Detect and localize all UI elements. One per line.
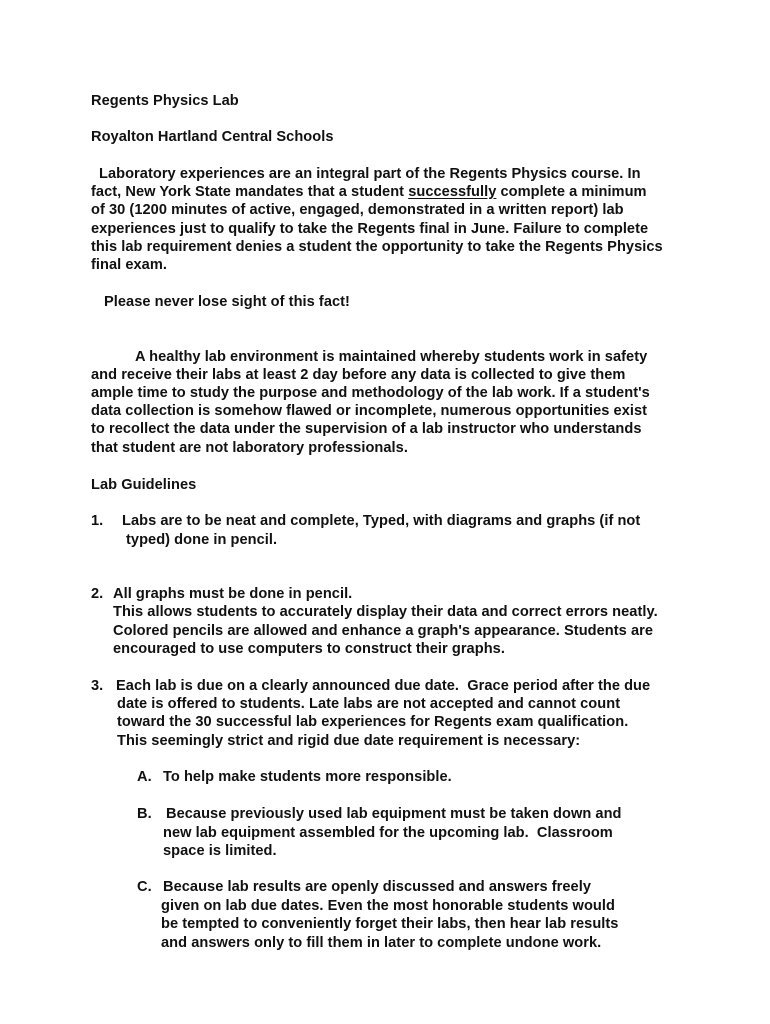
guideline-line: toward the 30 successful lab experiences for Regents exam qualification. [117, 714, 629, 730]
list-number: 1. [91, 513, 104, 529]
intro-line: Laboratory experiences are an integral part of the Regents Physics course. In [99, 166, 641, 182]
guideline-line: typed) done in pencil. [126, 532, 278, 548]
environment-line: and receive their labs at least 2 day before any data is collected to give them [91, 367, 626, 383]
reason-line: To help make students more responsible. [163, 769, 452, 785]
reason-line: Because lab results are openly discussed and answers freely [163, 879, 591, 895]
emphasis-line: Please never lose sight of this fact! [104, 294, 350, 310]
guideline-line: Labs are to be neat and complete, Typed, with diagrams and graphs (if not [122, 513, 641, 529]
list-number: 3. [91, 678, 104, 694]
environment-line: that student are not laboratory professionals. [91, 440, 408, 456]
guideline-line: encouraged to use computers to construct their graphs. [113, 641, 505, 657]
list-letter: A. [137, 769, 152, 785]
underlined-word: successfully [408, 184, 497, 200]
guideline-line: This seemingly strict and rigid due date requirement is necessary: [117, 733, 581, 749]
reason-line: given on lab due dates. Even the most honorable students would [161, 898, 615, 914]
list-letter: B. [137, 806, 152, 822]
reason-line: space is limited. [163, 843, 277, 859]
intro-text: fact, New York State mandates that a student [91, 184, 409, 200]
environment-line: ample time to study the purpose and methodology of the lab work. If a student's [91, 385, 650, 401]
reason-line: be tempted to conveniently forget their labs, then hear lab results [161, 916, 619, 932]
guideline-line: Each lab is due on a clearly announced due date. Grace period after the due [116, 678, 651, 694]
environment-line: to recollect the data under the supervision of a lab instructor who understands [91, 421, 642, 437]
intro-text: complete a minimum [496, 184, 647, 200]
intro-line [91, 183, 647, 201]
list-number: 2. [91, 586, 104, 602]
intro-line: of 30 (1200 minutes of active, engaged, demonstrated in a written report) lab [91, 202, 624, 218]
school-name: Royalton Hartland Central Schools [91, 129, 334, 145]
list-letter: C. [137, 879, 152, 895]
reason-line: Because previously used lab equipment must be taken down and [166, 806, 622, 822]
intro-line: final exam. [91, 257, 167, 273]
environment-line: A healthy lab environment is maintained whereby students work in safety [135, 349, 648, 365]
guideline-line: Colored pencils are allowed and enhance a graph's appearance. Students are [113, 623, 654, 639]
guidelines-heading: Lab Guidelines [91, 477, 197, 493]
guideline-line: date is offered to students. Late labs are not accepted and cannot count [117, 696, 621, 712]
guideline-line: This allows students to accurately display their data and correct errors neatly. [113, 604, 658, 620]
reason-line: new lab equipment assembled for the upcoming lab. Classroom [163, 825, 613, 841]
environment-line: data collection is somehow flawed or incomplete, numerous opportunities exist [91, 403, 648, 419]
guideline-line: All graphs must be done in pencil. [113, 586, 353, 602]
intro-line: experiences just to qualify to take the Regents final in June. Failure to complete [91, 221, 649, 237]
intro-line: this lab requirement denies a student the opportunity to take the Regents Physics [91, 239, 663, 255]
reason-line: and answers only to fill them in later to complete undone work. [161, 935, 602, 951]
doc-title: Regents Physics Lab [91, 93, 239, 109]
